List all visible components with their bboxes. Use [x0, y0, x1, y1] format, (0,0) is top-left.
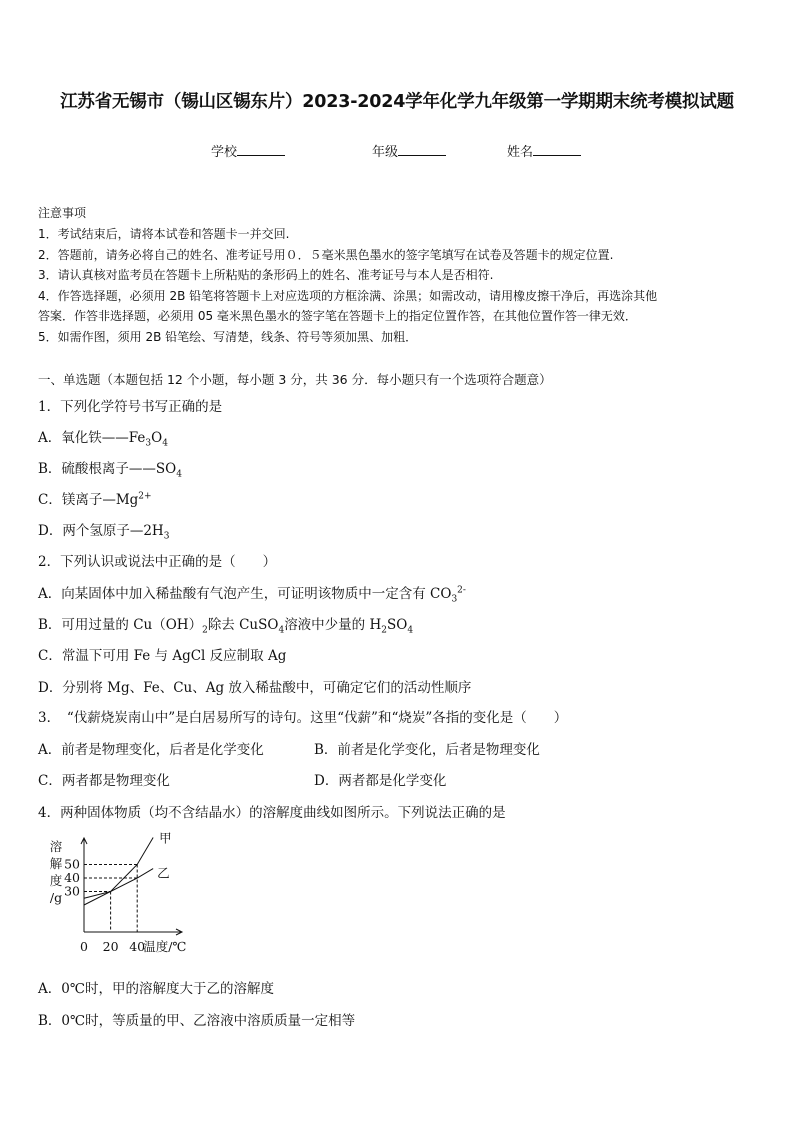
q2-option-c: C．常温下可用 Fe 与 AgCl 反应制取 Ag [38, 648, 287, 664]
q1-option-d: D．两个氢原子$—2H_3$ [38, 523, 170, 542]
q1-option-a: A．氧化铁$——Fe_3O_4$ [38, 430, 168, 449]
grade-label: 年级 [372, 145, 399, 160]
q1-option-c: C．镁离子$—Mg^{2+}$ [38, 491, 152, 508]
y-tick-label: 40 [64, 870, 80, 885]
series-label: 甲 [159, 830, 172, 846]
q3-option-c: C．两者都是物理变化 [38, 773, 170, 789]
x-axis-label: 温度/℃ [143, 939, 187, 954]
notes-heading: 注意事项 [38, 206, 87, 220]
question-2-stem: 2．下列认识或说法中正确的是（ ） [38, 554, 277, 570]
y-axis-label: 解 [49, 856, 63, 871]
y-axis-label: 度 [49, 873, 63, 888]
q2-option-d: D．分别将 Mg、Fe、Cu、Ag 放入稀盐酸中，可确定它们的活动性顺序 [38, 680, 472, 696]
x-tick-label: 40 [129, 939, 146, 954]
question-1-stem: 1．下列化学符号书写正确的是 [38, 399, 223, 415]
page-title: 江苏省无锡市（锡山区锡东片）2023-2024学年化学九年级第一学期期末统考模拟试题 [60, 92, 734, 112]
q4-option-a: A．0℃时，甲的溶解度大于乙的溶解度 [38, 981, 274, 997]
y-tick-label: 30 [64, 883, 80, 899]
school-label: 学校 [211, 145, 238, 160]
question-3-stem: 3． “伐薪烧炭南山中”是白居易所写的诗句。这里“伐薪”和“烧炭”各指的变化是（ ） [38, 710, 568, 726]
series-label: 乙 [157, 865, 170, 881]
section-header: 一、单选题（本题包括 12 个小题，每小题 3 分，共 36 分．每小题只有一个选项符合题意） [38, 372, 552, 387]
q4-option-b: B．0℃时，等质量的甲、乙溶液中溶质质量一定相等 [38, 1013, 356, 1029]
note-item: 3．请认真核对监考员在答题卡上所粘贴的条形码上的姓名、准考证号与本人是否相符. [38, 268, 494, 282]
q2-option-a: A．向某固体中加入稀盐酸有气泡产生，可证明该物质中一定含有 $CO_3^{2-}$ [38, 585, 466, 605]
x-tick-label: 20 [102, 939, 119, 954]
name-label: 姓名 [507, 145, 534, 160]
note-item: 2．答题前，请务必将自己的姓名、准考证号用０．５毫米黑色墨水的签字笔填写在试卷及答题卡的规定位置. [38, 248, 614, 262]
note-item: 4．作答选择题，必须用 2B 铅笔将答题卡上对应选项的方框涂满、涂黑；如需改动，请用橡皮擦干净后，再选涂其他 [38, 289, 658, 303]
q1-option-b: B．硫酸根离子$——SO_4$ [38, 461, 182, 480]
note-item: 5．如需作图，须用 2B 铅笔绘、写清楚，线条、符号等须加黑、加粗． [38, 330, 418, 344]
y-tick-label: 50 [64, 856, 80, 872]
note-item: 答案．作答非选择题，必须用 05 毫米黑色墨水的签字笔在答题卡上的指定位置作答，在其他位置作答一律无效． [38, 309, 637, 323]
q3-option-b: B．前者是化学变化，后者是物理变化 [314, 742, 540, 758]
series-line-jia [84, 838, 153, 906]
question-4-stem: 4．两种固体物质（均不含结晶水）的溶解度曲线如图所示。下列说法正确的是 [38, 805, 506, 821]
y-axis-label: 溶 [49, 839, 63, 854]
q3-option-a: A．前者是物理变化，后者是化学变化 [38, 742, 264, 758]
note-item: 1．考试结束后，请将本试卷和答题卡一并交回. [38, 227, 290, 241]
y-axis-label: /g [49, 890, 63, 905]
q3-option-d: D．两者都是化学变化 [314, 773, 447, 789]
q2-option-b: B．可用过量的 $Cu(OH)_2$除去 CuSO$_4$溶液中少量的 $H_2SO_4$ [38, 617, 414, 636]
x-tick-label: 0 [80, 939, 88, 954]
